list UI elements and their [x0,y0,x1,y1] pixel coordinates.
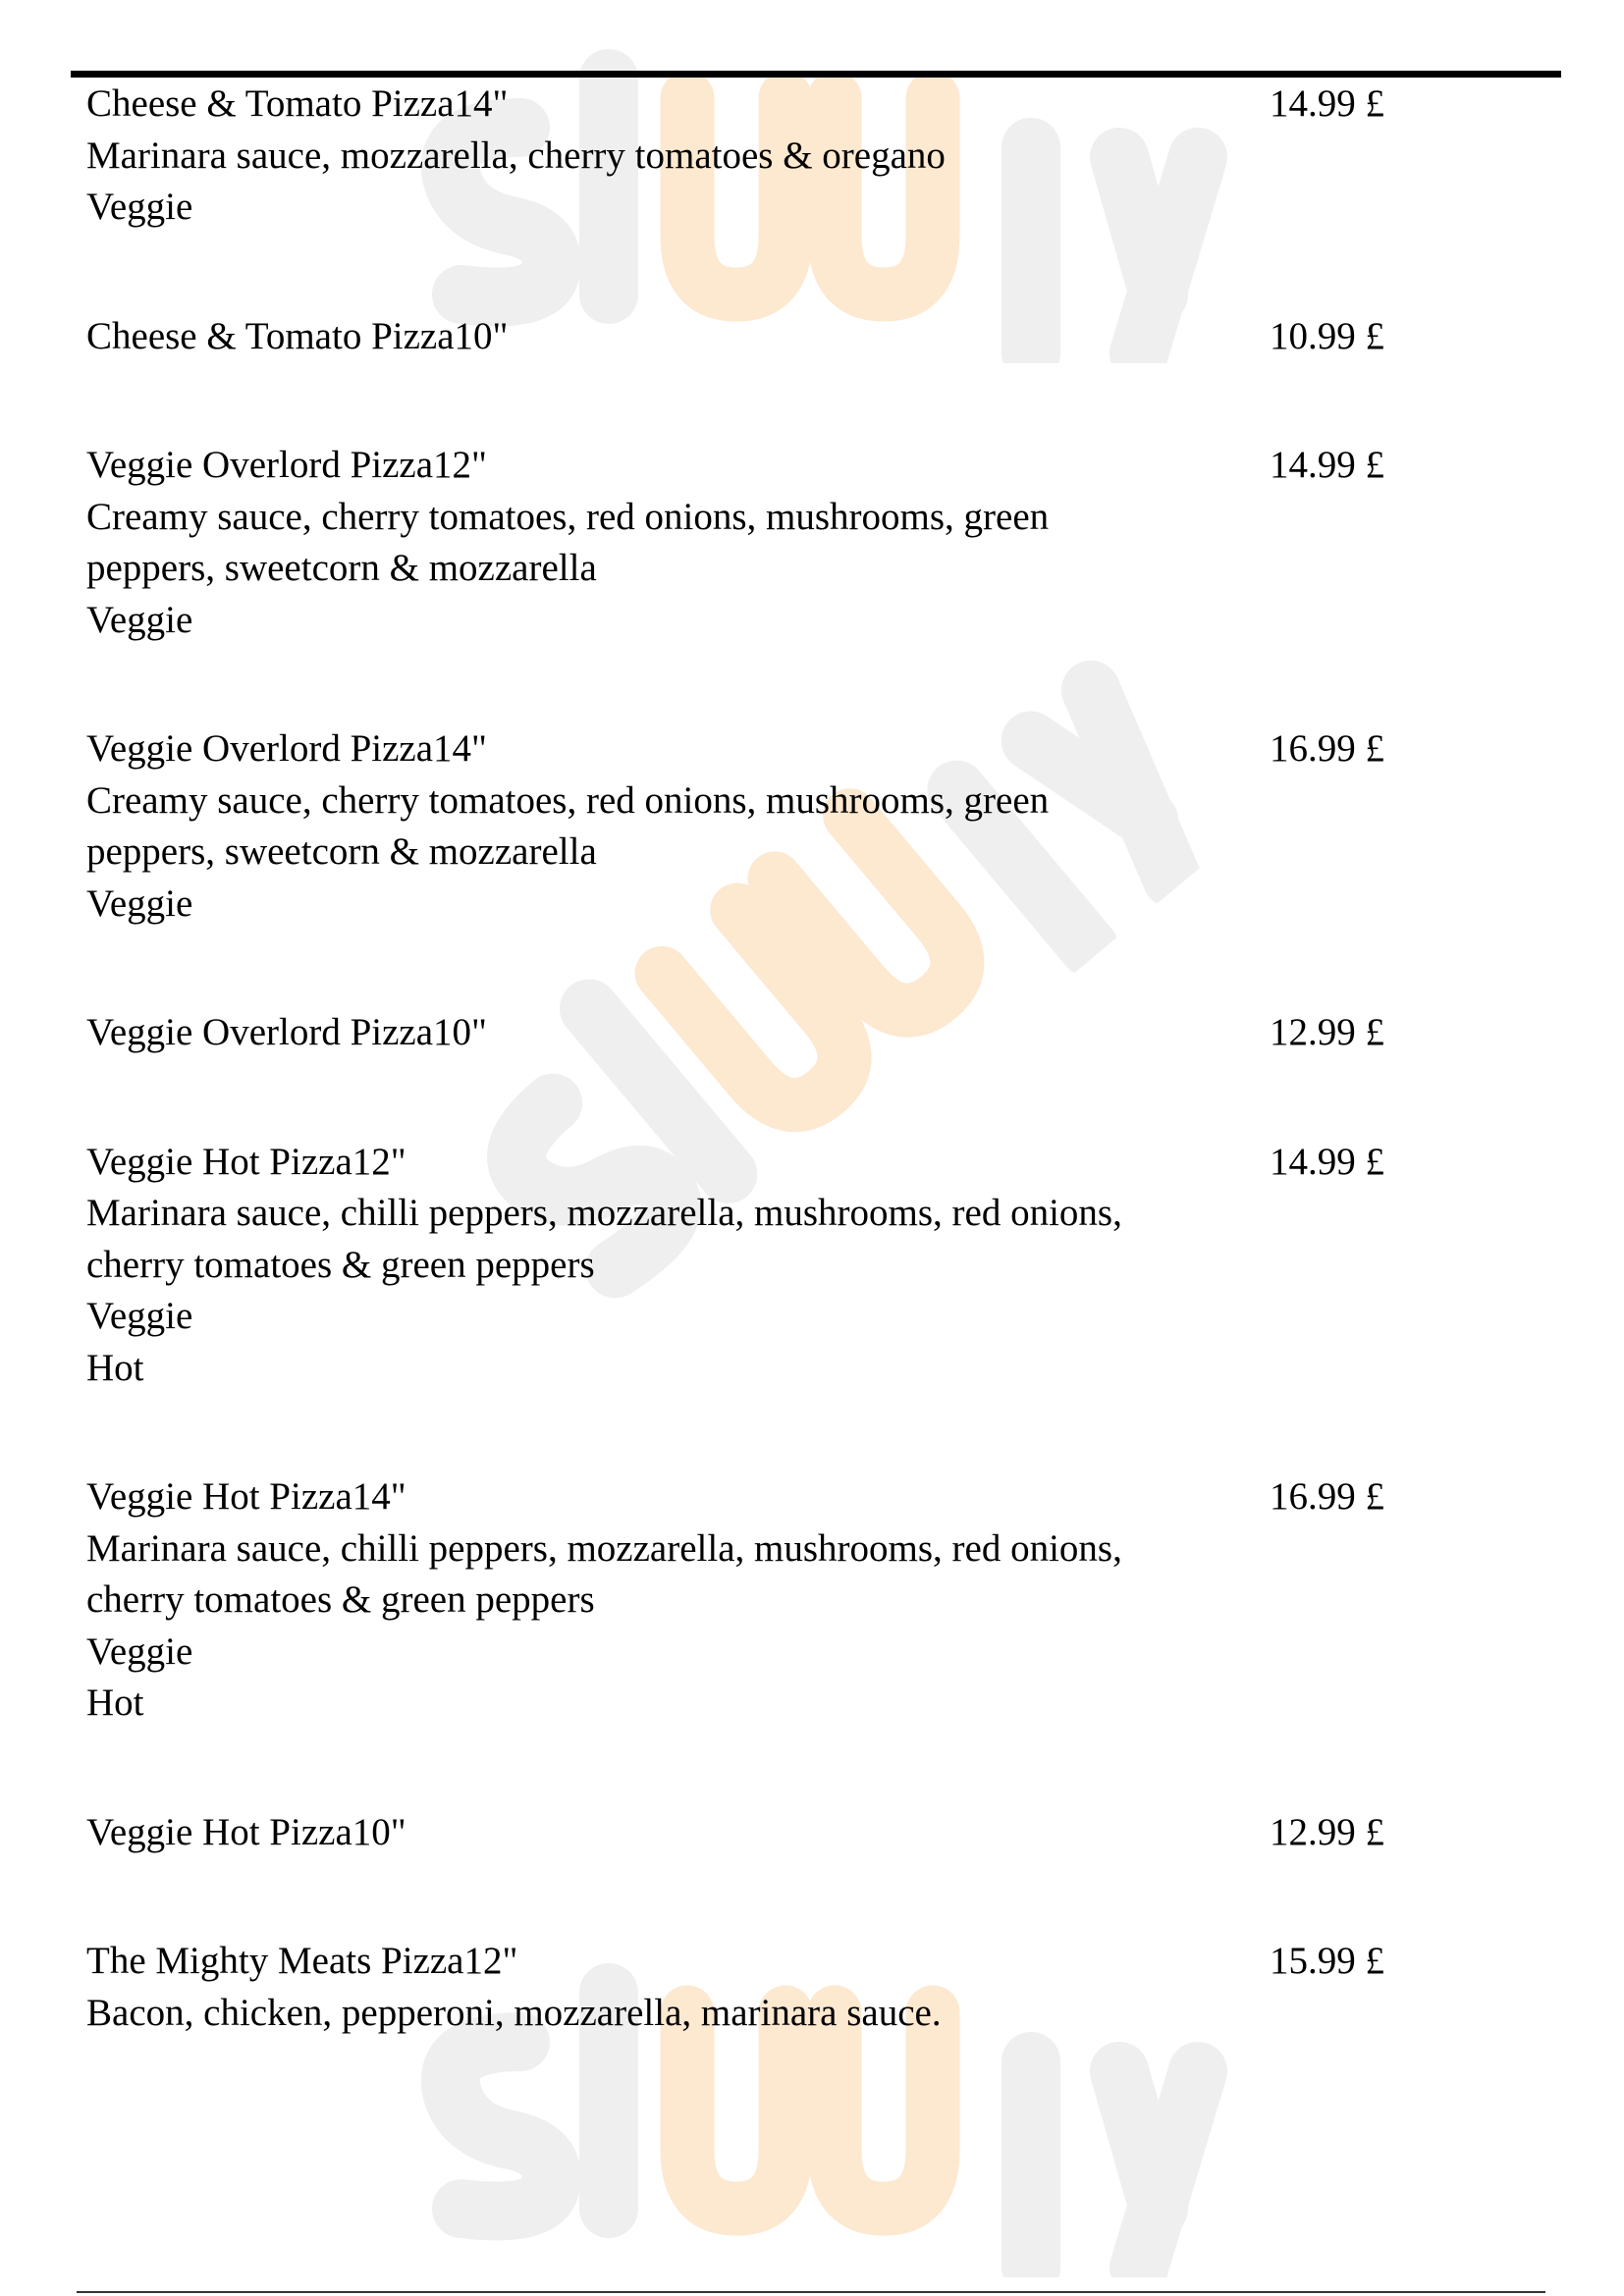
menu-item [0,1936,1624,2039]
menu-item [0,311,1624,363]
item-description: Creamy sauce, cherry tomatoes, red onions, mushrooms, green [86,495,1050,538]
item-name: Veggie Overlord Pizza12" [86,444,487,486]
item-name: Veggie Hot Pizza12" [86,1140,406,1183]
item-description: Bacon, chicken, pepperoni, mozzarella, marinara sauce. [86,1991,942,2034]
item-description: cherry tomatoes & green peppers [86,1243,595,1286]
item-tag: Veggie [86,1295,193,1337]
item-description: Marinara sauce, mozzarella, cherry tomatoes & oregano [86,133,946,177]
bottom-divider [77,2291,1545,2293]
item-price: 12.99 £ [1270,1810,1384,1853]
item-description: Creamy sauce, cherry tomatoes, red onions, mushrooms, green [86,778,1050,822]
item-tag: Hot [86,1346,144,1389]
item-name: Veggie Hot Pizza14" [86,1475,406,1518]
item-description: Marinara sauce, chilli peppers, mozzarella, mushrooms, red onions, [86,1192,1122,1234]
item-price: 10.99 £ [1270,314,1384,357]
menu-item [0,79,1624,234]
item-price: 16.99 £ [1270,1475,1384,1518]
top-divider [71,71,1561,78]
item-name: Veggie Overlord Pizza14" [86,727,487,770]
menu-item [0,1807,1624,1859]
menu-item [0,440,1624,646]
item-price: 12.99 £ [1270,1011,1384,1053]
menu-item [0,723,1624,930]
menu-list [0,79,1624,2116]
item-tag: Veggie [86,1629,193,1673]
item-name: Veggie Overlord Pizza10" [86,1011,487,1053]
item-tag: Veggie [86,598,193,641]
item-tag: Hot [86,1682,144,1724]
menu-item [0,1471,1624,1730]
item-price: 14.99 £ [1270,82,1384,125]
item-name: The Mighty Meats Pizza12" [86,1940,518,1982]
item-description: Marinara sauce, chilli peppers, mozzarella, mushrooms, red onions, [86,1526,1122,1570]
item-tag: Veggie [86,881,193,925]
item-price: 14.99 £ [1270,444,1384,486]
item-price: 16.99 £ [1270,727,1384,770]
item-price: 14.99 £ [1270,1140,1384,1183]
item-price: 15.99 £ [1270,1940,1384,1982]
item-name: Veggie Hot Pizza10" [86,1810,406,1853]
item-description: peppers, sweetcorn & mozzarella [86,830,597,873]
menu-item [0,1007,1624,1059]
item-name: Cheese & Tomato Pizza10" [86,314,509,357]
item-name: Cheese & Tomato Pizza14" [86,82,509,125]
item-tag: Veggie [86,186,193,228]
item-description: cherry tomatoes & green peppers [86,1578,595,1621]
item-description: peppers, sweetcorn & mozzarella [86,547,597,589]
menu-item [0,1137,1624,1395]
